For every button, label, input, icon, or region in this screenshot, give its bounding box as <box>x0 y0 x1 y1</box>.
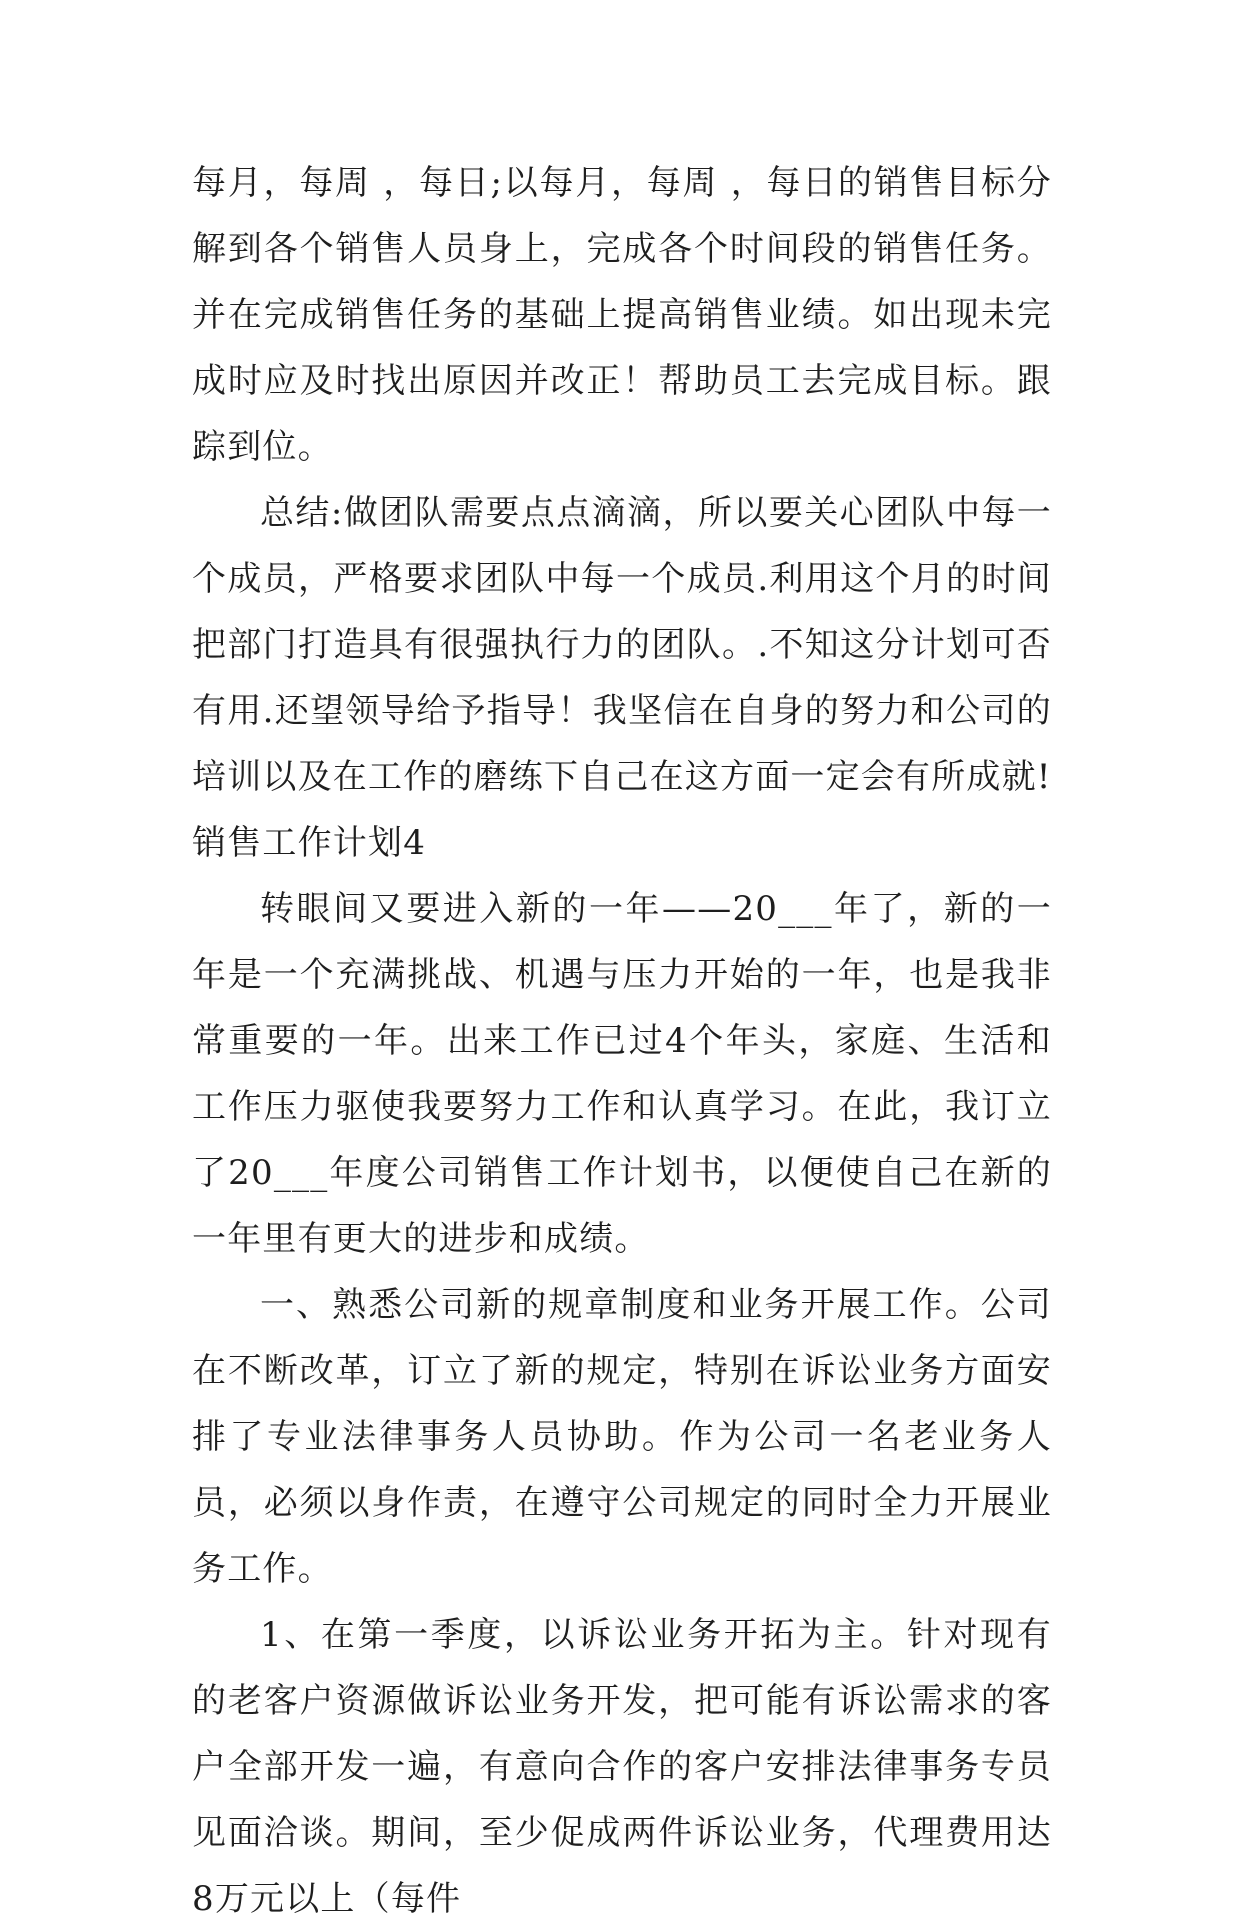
section-title: 销售工作计划4 <box>192 823 427 863</box>
paragraph-continuation: 每月，每周 ，每日;以每月，每周 ，每日的销售目标分解到各个销售人员身上，完成各个时间段的销售任务。并在完成销售任务的基础上提高销售业绩。如出现未完成时应及时找出原因并改正！帮助员工去完成目标。跟踪到位。 <box>192 163 1052 467</box>
paragraph-first-quarter: 1、在第一季度，以诉讼业务开拓为主。针对现有的老客户资源做诉讼业务开发，把可能有诉讼需求的客户全部开发一遍，有意向合作的客户安排法律事务专员见面洽谈。期间，至少促成两件诉讼业务，代理费用达8万元以上（每件 <box>192 1615 1052 1919</box>
paragraph-summary: 总结:做团队需要点点滴滴，所以要关心团队中每一个成员，严格要求团队中每一个成员.利用这个月的时间把部门打造具有很强执行力的团队。.不知这分计划可否有用.还望领导给予指导！我坚信在自身的努力和公司的培训以及在工作的磨练下自己在这方面一定会有所成就! <box>192 493 1052 797</box>
document-body <box>192 150 1052 1932</box>
paragraph-intro: 转眼间又要进入新的一年——20___年了，新的一年是一个充满挑战、机遇与压力开始的一年，也是我非常重要的一年。出来工作已过4个年头，家庭、生活和工作压力驱使我要努力工作和认真学习。在此，我订立了20___年度公司销售工作计划书，以便使自己在新的一年里有更大的进步和成绩。 <box>192 889 1052 1259</box>
paragraph-point-one: 一、熟悉公司新的规章制度和业务开展工作。公司在不断改革，订立了新的规定，特别在诉讼业务方面安排了专业法律事务人员协助。作为公司一名老业务人员，必须以身作责，在遵守公司规定的同时全力开展业务工作。 <box>192 1285 1052 1589</box>
